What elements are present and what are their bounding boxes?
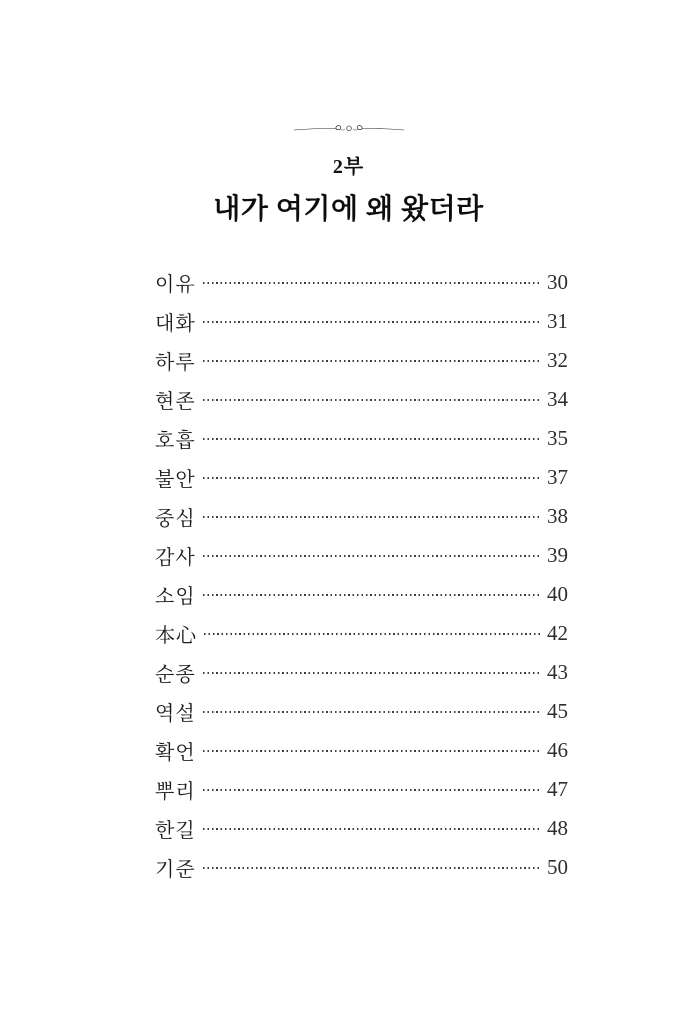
toc-row [155, 770, 568, 809]
toc-entry-page: 37 [547, 465, 568, 489]
toc-row [155, 302, 568, 341]
dotted-leader [203, 516, 541, 518]
toc-entry-label: 감사 [155, 547, 196, 569]
dotted-leader [203, 360, 541, 362]
toc-entry-label: 하루 [155, 352, 196, 374]
toc-entry-page: 30 [547, 270, 568, 294]
toc-entry-page: 46 [547, 738, 568, 762]
dotted-leader [203, 399, 541, 401]
toc-row [155, 497, 568, 536]
dotted-leader [203, 438, 541, 440]
toc-entry-label: 불안 [155, 469, 196, 491]
toc-row [155, 653, 568, 692]
dotted-leader [203, 672, 541, 674]
toc-entry-label: 순종 [155, 664, 196, 686]
part-label: 2부 [332, 156, 365, 178]
toc-entry-page: 47 [547, 777, 568, 801]
toc-row [155, 419, 568, 458]
dotted-leader [203, 555, 541, 557]
dotted-leader [203, 750, 541, 752]
toc-entry-label: 현존 [155, 391, 196, 413]
toc-entry-label: 역설 [155, 703, 196, 725]
toc-entry-label: 기준 [155, 859, 196, 881]
toc-row [155, 575, 568, 614]
toc-entry-label: 本心 [155, 625, 197, 647]
toc-entry-page: 32 [547, 348, 568, 372]
toc-entry-page: 38 [547, 504, 568, 528]
toc-row [155, 848, 568, 887]
toc-row [155, 458, 568, 497]
toc-entry-page: 42 [547, 621, 568, 645]
dotted-leader [203, 477, 541, 479]
page-header [0, 0, 697, 227]
toc-entry-page: 48 [547, 816, 568, 840]
toc-entry-label: 대화 [155, 313, 196, 335]
dotted-leader [203, 711, 541, 713]
toc-entry-label: 소임 [155, 586, 196, 608]
page-title: 내가 여기에 왜 왔더라 [213, 194, 484, 225]
toc-row [155, 692, 568, 731]
flourish-divider-icon [0, 116, 697, 142]
toc-row [155, 614, 568, 653]
toc-entry-page: 35 [547, 426, 568, 450]
toc-entry-page: 43 [547, 660, 568, 684]
dotted-leader [203, 867, 541, 869]
toc-entry-label: 이유 [155, 274, 196, 296]
toc-entry-label: 확언 [155, 742, 196, 764]
toc-row [155, 536, 568, 575]
toc-list [155, 263, 568, 887]
dotted-leader [203, 594, 541, 596]
toc-entry-page: 39 [547, 543, 568, 567]
dotted-leader [203, 321, 541, 323]
dotted-leader [203, 828, 541, 830]
toc-entry-label: 한길 [155, 820, 196, 842]
dotted-leader [203, 789, 541, 791]
toc-entry-page: 50 [547, 855, 568, 879]
toc-row [155, 731, 568, 770]
toc-entry-label: 뿌리 [155, 781, 196, 803]
toc-row [155, 809, 568, 848]
toc-entry-page: 40 [547, 582, 568, 606]
toc-row [155, 380, 568, 419]
dotted-leader [204, 633, 541, 635]
toc-row [155, 341, 568, 380]
dotted-leader [203, 282, 541, 284]
toc-entry-page: 45 [547, 699, 568, 723]
toc-entry-page: 31 [547, 309, 568, 333]
toc-entry-label: 중심 [155, 508, 196, 530]
toc-entry-page: 34 [547, 387, 568, 411]
toc-row [155, 263, 568, 302]
toc-entry-label: 호흡 [155, 430, 196, 452]
